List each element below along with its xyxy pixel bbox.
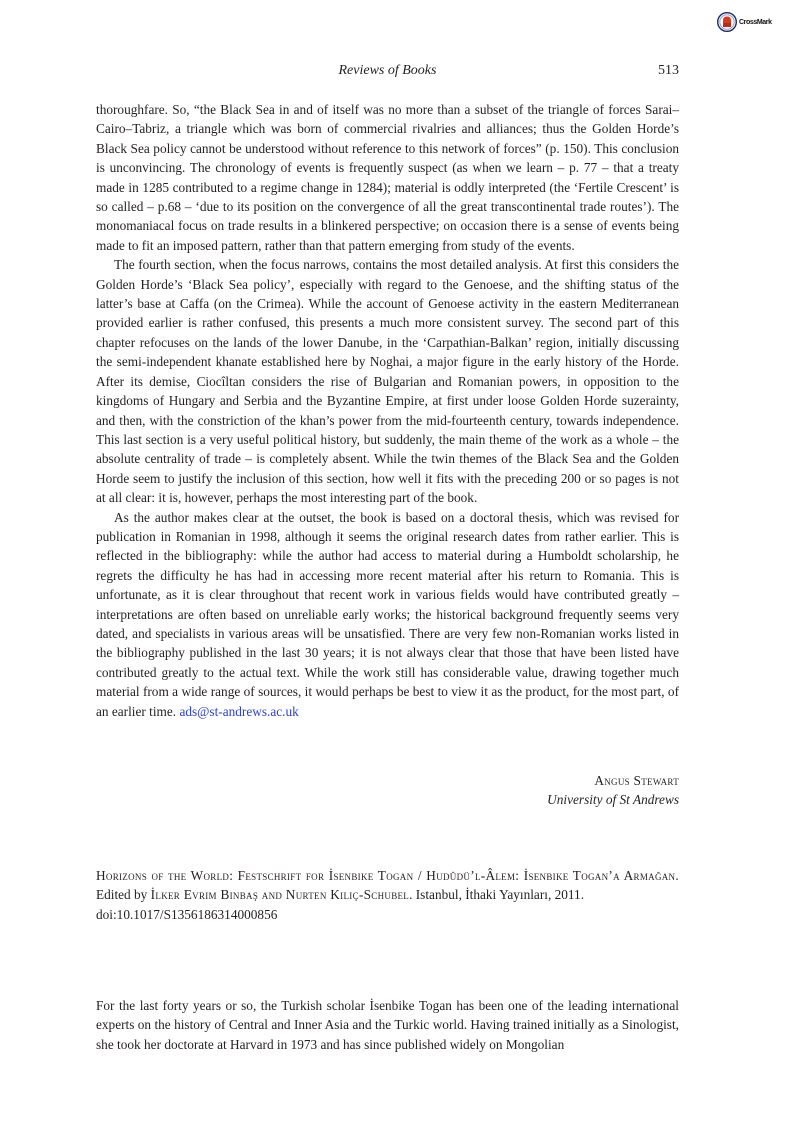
next-review-paragraph: For the last forty years or so, the Turkish scholar İsenbike Togan has been one of the leading international experts on the history of Central and Inner Asia and the Turkic world. Having trained initially as a Sinologist, she took her doctorate at Harvard in 1973 and has since published widely on Mongolian: [96, 998, 679, 1052]
edited-by-label: Edited by: [96, 887, 148, 903]
review-paragraph-final: [96, 508, 679, 721]
running-head: [96, 62, 679, 82]
book-editors: İlker Evrim Binbaş and Nurten Kılıç-Schubel: [150, 887, 410, 903]
review-paragraph: thoroughfare. So, “the Black Sea in and of itself was no more than a subset of the triangle of forces Sarai–Cairo–Tabriz, a triangle which was born of commercial rivalries and alliances; thus the Golden Horde’s Black Sea policy cannot be understood without reference to this network of forces” (p. 150). This conclusion is unconvincing. The chronology of events is frequently suspect (as when we learn – p. 77 – that a treaty made in 1285 contributed to a regime change in 1284); material is oddly interpreted (the ‘Fertile Crescent’ is so called – p.68 – ‘due to its position on the convergence of all the great transcontinental trade routes’). The monomaniacal focus on trade results in a blinkered perspective; on occasion there is a sense of events being made to fit an imposed pattern, rather than that pattern emerging from study of the events.: [96, 102, 679, 253]
book-title: Horizons of the World: Festschrift for İsenbike Togan / Hudûdü’l-Âlem: İsenbike Togan’a Armağan.: [96, 868, 679, 883]
reviewer-name: Angus Stewart: [594, 773, 679, 788]
review-paragraph: The fourth section, when the focus narrows, contains the most detailed analysis. At first this considers the Golden Horde’s ‘Black Sea policy’, especially with regard to the Genoese, and the shifting status of the latter’s base at Caffa (on the Crimea). While the account of Genoese activity in the eastern Mediterranean provided earlier is rather confused, this presents a much more consistent survey. The second part of this chapter refocuses on the lands of the lower Danube, in the ‘Carpathian-Balkan’ region, initially discussing the semi-independent khanate established here by Noghai, a major figure in the early history of the Horde. After its demise, Ciocîltan considers the rise of Bulgarian and Romanian powers, in opposition to the kingdoms of Hungary and Serbia and the Byzantine Empire, at first under loose Golden Horde suzerainty, and then, with the constriction of the khan’s power from the mid-fourteenth century, towards independence. This last section is a very useful political history, but suddenly, the main theme of the work as a whole – the absolute centrality of trade – is completely absent. While the twin themes of the Black Sea and the Golden Horde seem to justify the inclusion of this section, how well it fits with the preceding 200 or so pages is not at all clear: it is, however, perhaps the most interesting part of the book.: [96, 257, 679, 506]
book-citation-line: [96, 866, 679, 905]
review-body: [96, 100, 679, 721]
crossmark-icon: [717, 12, 737, 32]
review-paragraph-text: As the author makes clear at the outset, the book is based on a doctoral thesis, which was revised for publication in Romanian in 1998, although it seems the original research dates from rather earlier. This is reflected in the bibliography: while the author had access to material during a Humboldt scholarship, he regrets the difficulty he has had in accessing more recent material after his return to Romania. This is unfortunate, as it is clear throughout that recent work in various fields would have contributed greatly – interpretations are often based on unreliable early works; the historical background frequently seems very dated, and specialists in various areas will be unsatisfied. There are very few non-Romanian works listed in the bibliography published in the last 30 years; it is not always clear that those that have been listed have contributed greatly to the actual text. While the work still has considerable value, drawing together much material from a wide range of sources, it would perhaps be best to view it as the product, for the most part, of an earlier time.: [96, 509, 679, 719]
next-review-body: [96, 996, 679, 1054]
page-number: 513: [658, 63, 679, 78]
book-doi: doi:10.1017/S1356186314000856: [96, 906, 278, 922]
book-publication: . Istanbul, İthaki Yayınları, 2011.: [409, 887, 585, 903]
next-book-citation: [96, 866, 679, 924]
reviewer-signature: [96, 771, 679, 810]
reviewer-affiliation: University of St Andrews: [547, 792, 679, 808]
reviewer-email-link[interactable]: ads@st-andrews.ac.uk: [179, 703, 299, 719]
running-title: Reviews of Books: [338, 63, 437, 78]
crossmark-label: CrossMark: [739, 18, 772, 26]
crossmark-badge[interactable]: [717, 12, 772, 32]
